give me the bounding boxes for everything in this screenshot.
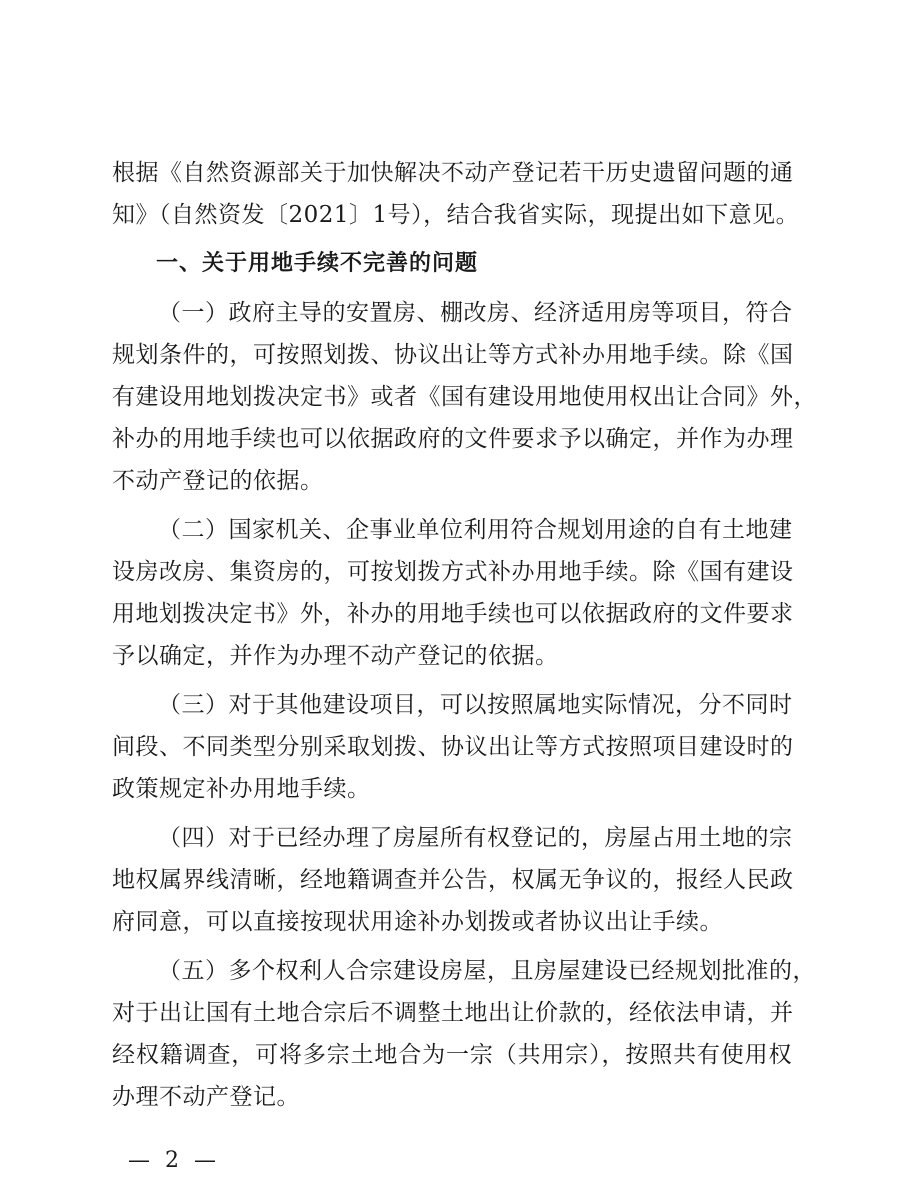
intro-paragraph [112,152,800,236]
text-line: 予以确定，并作为办理不动产登记的依据。 [112,643,559,669]
text-line: （三）对于其他建设项目，可以按照属地实际情况，分不同时 [158,692,793,718]
paragraph-2 [112,509,792,677]
document-body [112,152,817,1118]
text-line: 对于出让国有土地合宗后不调整土地出让价款的，经依法申请，并 [112,1000,794,1026]
text-line: 间段、不同类型分别采取划拨、协议出让等方式按照项目建设时的 [112,734,794,760]
text-line: （四）对于已经办理了房屋所有权登记的，房屋占用土地的宗 [158,825,793,851]
text-line: 知》（自然资发〔2021〕1号），结合我省实际，现提出如下意见。 [112,202,800,228]
paragraph-3 [112,684,792,810]
section-heading: 一、关于用地手续不完善的问题 [156,251,479,276]
text-line: 地权属界线清晰，经地籍调查并公告，权属无争议的，报经人民政 [112,867,794,893]
text-line: 设房改房、集资房的，可按划拨方式补办用地手续。除《国有建设 [112,559,794,585]
text-line: 用地划拨决定书》外，补办的用地手续也可以依据政府的文件要求 [112,601,794,627]
text-line: 根据《自然资源部关于加快解决不动产登记若干历史遗留问题的通 [112,160,794,186]
text-line: 不动产登记的依据。 [112,468,324,494]
text-line: 补办的用地手续也可以依据政府的文件要求予以确定，并作为办理 [112,426,794,452]
text-line: （五）多个权利人合宗建设房屋，且房屋建设已经规划批准的， [158,958,816,984]
page-number: — 2 — [128,1148,220,1173]
text-line: 政策规定补办用地手续。 [112,776,371,802]
text-line: （二）国家机关、企事业单位利用符合规划用途的自有土地建 [158,517,793,543]
text-line: 规划条件的，可按照划拨、协议出让等方式补办用地手续。除《国 [112,342,794,368]
text-line: 府同意，可以直接按现状用途补办划拨或者协议出让手续。 [112,909,723,935]
text-line: 办理不动产登记。 [112,1084,300,1110]
paragraph-1 [112,292,817,502]
text-line: 经权籍调查，可将多宗土地合为一宗（共用宗），按照共有使用权 [112,1042,792,1068]
paragraph-4 [112,817,792,943]
paragraph-5 [112,950,816,1118]
text-line: 有建设用地划拨决定书》或者《国有建设用地使用权出让合同》外， [112,384,817,410]
text-line: （一）政府主导的安置房、棚改房、经济适用房等项目，符合 [158,300,793,326]
